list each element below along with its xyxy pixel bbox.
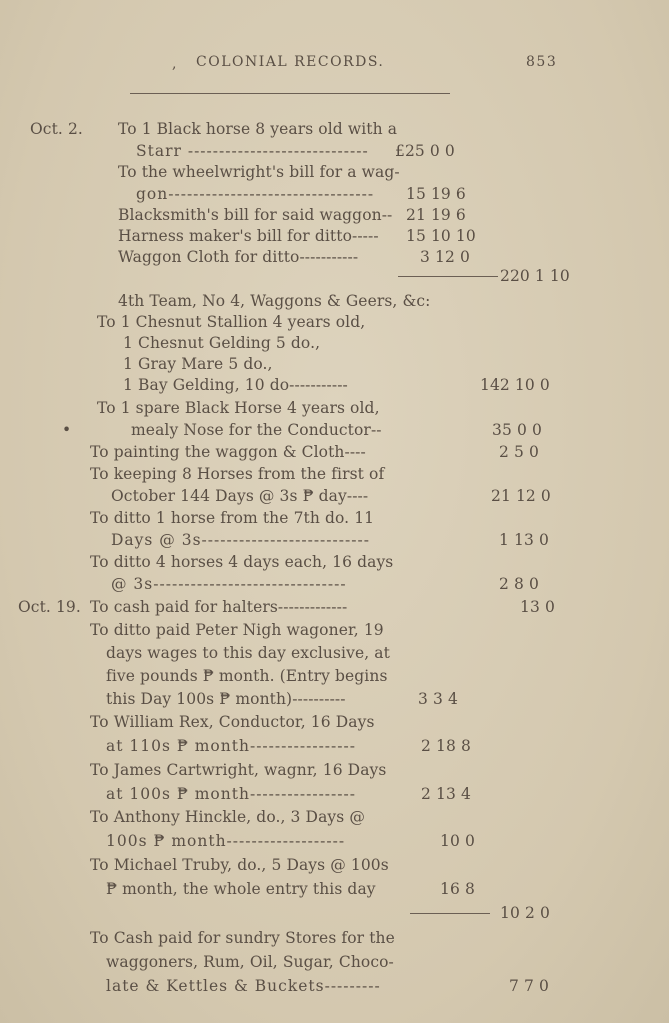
page-number: 853: [526, 54, 558, 70]
entry-line: mealy Nose for the Conductor--: [131, 421, 382, 439]
entry-line: 1 Bay Gelding, 10 do-----------: [123, 376, 348, 394]
amount: 35 0 0: [492, 421, 542, 439]
entry-line: at 110s ₱ month-----------------: [106, 737, 356, 755]
entry-line: Blacksmith's bill for said waggon--: [118, 206, 393, 224]
entry-line: days wages to this day exclusive, at: [106, 644, 390, 662]
entry-line: To 1 Chesnut Stallion 4 years old,: [97, 313, 366, 331]
entry-line: To Michael Truby, do., 5 Days @ 100s: [90, 856, 389, 874]
amount: 3 12 0: [420, 248, 470, 266]
subtotal-amount: 220 1 10: [500, 267, 570, 285]
entry-line: Days @ 3s---------------------------: [111, 531, 370, 549]
header-bullet: ,: [172, 56, 178, 72]
entry-line: 100s ₱ month-------------------: [106, 832, 346, 850]
header-rule: [130, 93, 450, 94]
entry-line: waggoners, Rum, Oil, Sugar, Choco-: [106, 953, 394, 971]
entry-line: To 1 Black horse 8 years old with a: [118, 120, 398, 138]
amount: 7 7 0: [509, 977, 549, 995]
subtotal-amount: 10 2 0: [500, 904, 550, 922]
entry-line: To ditto paid Peter Nigh wagoner, 19: [90, 621, 384, 639]
amount: 3 3 4: [418, 690, 458, 708]
entry-line: Waggon Cloth for ditto-----------: [118, 248, 359, 266]
amount: 15 19 6: [406, 185, 466, 203]
amount: 21 12 0: [491, 487, 551, 505]
amount: 142 10 0: [480, 376, 550, 394]
subtotal-rule: [398, 276, 498, 277]
entry-line: To 1 spare Black Horse 4 years old,: [97, 399, 380, 417]
entry-line: this Day 100s ₱ month)----------: [106, 690, 346, 708]
entry-line: Harness maker's bill for ditto-----: [118, 227, 379, 245]
amount: 21 19 6: [406, 206, 466, 224]
entry-line: To ditto 1 horse from the 7th do. 11: [90, 509, 375, 527]
running-title: COLONIAL RECORDS.: [196, 54, 385, 70]
entry-line: 1 Chesnut Gelding 5 do.,: [123, 334, 321, 352]
entry-line: late & Kettles & Buckets---------: [106, 977, 381, 995]
entry-date: Oct. 2.: [30, 120, 83, 138]
entry-line: To the wheelwright's bill for a wag-: [118, 163, 400, 181]
amount: 16 8: [440, 880, 475, 898]
entry-line: To ditto 4 horses 4 days each, 16 days: [90, 553, 394, 571]
amount: 2 18 8: [421, 737, 471, 755]
amount: 2 13 4: [421, 785, 471, 803]
entry-line: gon---------------------------------: [136, 185, 375, 203]
entry-line: @ 3s-------------------------------: [111, 575, 347, 593]
entry-line: five pounds ₱ month. (Entry begins: [106, 667, 388, 685]
section-heading: 4th Team, No 4, Waggons & Geers, &c:: [118, 292, 431, 310]
amount: £25 0 0: [395, 142, 455, 160]
entry-date: Oct. 19.: [18, 598, 81, 616]
subtotal-rule: [410, 913, 490, 914]
entry-line: To James Cartwright, wagnr, 16 Days: [90, 761, 387, 779]
entry-line: To painting the waggon & Cloth----: [90, 443, 366, 461]
entry-line: Starr -----------------------------: [136, 142, 369, 160]
amount: 10 0: [440, 832, 475, 850]
amount: 2 8 0: [499, 575, 539, 593]
entry-line: To cash paid for halters-------------: [90, 598, 348, 616]
entry-line: ₱ month, the whole entry this day: [106, 880, 376, 898]
entry-line: October 144 Days @ 3s ₱ day----: [111, 487, 369, 505]
amount: 1 13 0: [499, 531, 549, 549]
margin-mark: •: [62, 421, 72, 439]
entry-line: To Cash paid for sundry Stores for the: [90, 929, 395, 947]
entry-line: at 100s ₱ month-----------------: [106, 785, 356, 803]
entry-line: To keeping 8 Horses from the first of: [90, 465, 385, 483]
entry-line: To Anthony Hinckle, do., 3 Days @: [90, 808, 365, 826]
amount: 13 0: [520, 598, 555, 616]
entry-line: 1 Gray Mare 5 do.,: [123, 355, 273, 373]
amount: 15 10 10: [406, 227, 476, 245]
amount: 2 5 0: [499, 443, 539, 461]
entry-line: To William Rex, Conductor, 16 Days: [90, 713, 375, 731]
